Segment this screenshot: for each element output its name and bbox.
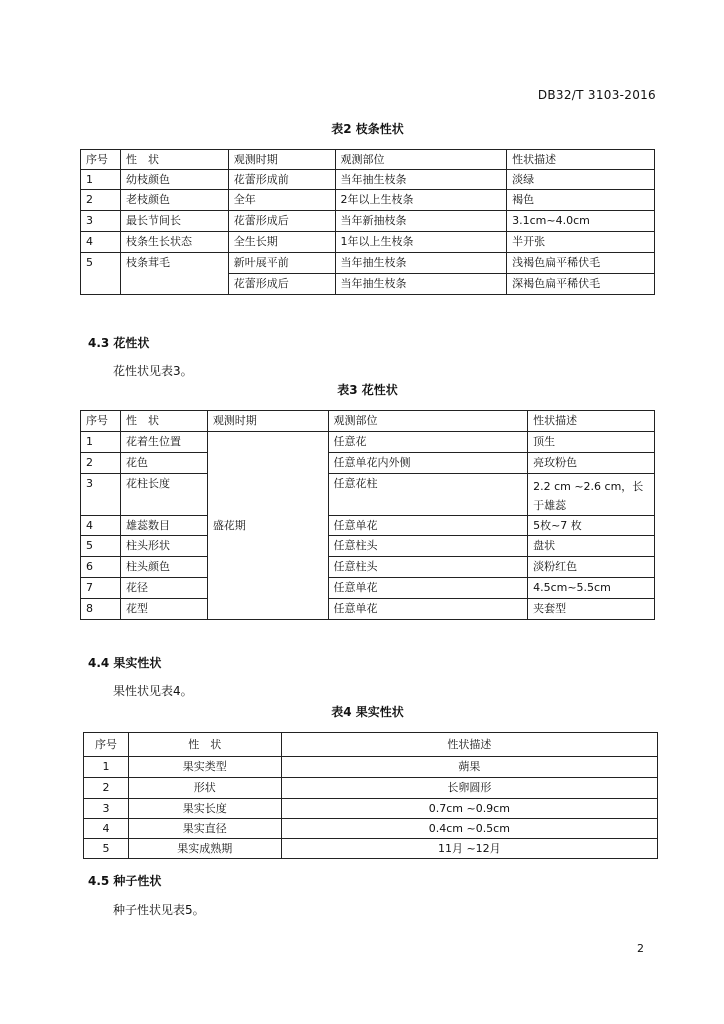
table-row <box>81 253 655 274</box>
table-header-row <box>84 733 658 757</box>
table-cell: 花色 <box>120 453 207 474</box>
header-cell: 观测部位 <box>335 150 507 170</box>
table-cell: 0.7cm ~0.9cm <box>281 799 657 819</box>
table-cell: 2 <box>81 190 121 211</box>
section-4-4-title: 4.4 果实性状 <box>88 656 162 670</box>
table-cell: 枝条生长状态 <box>120 232 228 253</box>
table-cell: 1年以上生枝条 <box>335 232 507 253</box>
table-cell: 当年抽生枝条 <box>335 274 507 295</box>
table-cell: 7 <box>81 578 121 599</box>
section-4-3-text: 花性状见表3。 <box>113 364 193 378</box>
header-cell: 性 状 <box>120 150 228 170</box>
table-row <box>84 799 658 819</box>
table-row <box>81 599 655 620</box>
table-cell: 3 <box>84 799 129 819</box>
table-cell: 任意柱头 <box>328 536 528 557</box>
table-cell: 5枚~7 枚 <box>528 516 655 536</box>
table-cell: 任意柱头 <box>328 557 528 578</box>
table-cell: 5 <box>81 536 121 557</box>
header-cell: 观测时期 <box>207 411 328 432</box>
table-row <box>81 432 655 453</box>
header-cell: 序号 <box>81 150 121 170</box>
header-cell: 观测部位 <box>328 411 528 432</box>
table-cell: 新叶展平前 <box>228 253 335 274</box>
table-cell: 任意单花 <box>328 599 528 620</box>
table-row <box>81 232 655 253</box>
table-cell: 花蕾形成后 <box>228 211 335 232</box>
table-cell: 果实长度 <box>128 799 281 819</box>
table-cell: 当年新抽枝条 <box>335 211 507 232</box>
table-cell: 任意花柱 <box>328 474 528 516</box>
table-cell: 当年抽生枝条 <box>335 170 507 190</box>
header-cell: 观测时期 <box>228 150 335 170</box>
table3 <box>80 410 655 620</box>
table-row <box>81 536 655 557</box>
table-row <box>81 516 655 536</box>
table-row <box>84 778 658 799</box>
table-cell: 雄蕊数目 <box>120 516 207 536</box>
table-cell: 柱头形状 <box>120 536 207 557</box>
table-cell: 6 <box>81 557 121 578</box>
table-cell: 0.4cm ~0.5cm <box>281 819 657 839</box>
table-cell: 花蕾形成后 <box>228 274 335 295</box>
table-cell: 亮玫粉色 <box>528 453 655 474</box>
table-cell: 5 <box>81 253 121 295</box>
table-cell: 1 <box>81 432 121 453</box>
table-cell: 老枝颜色 <box>120 190 228 211</box>
table-cell: 淡绿 <box>507 170 655 190</box>
table-cell: 淡粉红色 <box>528 557 655 578</box>
table3-caption: 表3 花性状 <box>337 383 398 397</box>
table4 <box>83 732 658 859</box>
header-cell: 性状描述 <box>528 411 655 432</box>
table-cell: 当年抽生枝条 <box>335 253 507 274</box>
table-cell: 2年以上生枝条 <box>335 190 507 211</box>
table2-caption: 表2 枝条性状 <box>331 122 404 136</box>
table-cell: 枝条茸毛 <box>120 253 228 295</box>
table-cell: 花柱长度 <box>120 474 207 516</box>
table-cell: 幼枝颜色 <box>120 170 228 190</box>
table-cell: 5 <box>84 839 129 859</box>
table-cell: 4 <box>81 232 121 253</box>
period-cell: 盛花期 <box>207 432 328 620</box>
table-cell: 1 <box>84 757 129 778</box>
table-header-row <box>81 150 655 170</box>
page-number: 2 <box>637 942 644 955</box>
table-row <box>81 170 655 190</box>
table-cell: 果实成熟期 <box>128 839 281 859</box>
table-row <box>81 211 655 232</box>
section-4-4-text: 果性状见表4。 <box>113 684 193 698</box>
table-cell: 4 <box>81 516 121 536</box>
table-row <box>81 190 655 211</box>
table-cell: 浅褐色扁平稀伏毛 <box>507 253 655 274</box>
header-cell: 性状描述 <box>281 733 657 757</box>
table-cell: 长卵圆形 <box>281 778 657 799</box>
table-cell: 果实直径 <box>128 819 281 839</box>
table-cell: 任意单花内外侧 <box>328 453 528 474</box>
table-cell: 盘状 <box>528 536 655 557</box>
table-cell: 4 <box>84 819 129 839</box>
table-cell: 3 <box>81 474 121 516</box>
table-cell: 11月 ~12月 <box>281 839 657 859</box>
table-row <box>84 757 658 778</box>
header-cell: 性状描述 <box>507 150 655 170</box>
table-cell: 2 <box>84 778 129 799</box>
table-cell: 任意单花 <box>328 578 528 599</box>
section-4-5-text: 种子性状见表5。 <box>113 903 205 917</box>
table-cell: 褐色 <box>507 190 655 211</box>
table-row <box>81 578 655 599</box>
table-cell: 花着生位置 <box>120 432 207 453</box>
table-cell: 顶生 <box>528 432 655 453</box>
table-row <box>84 839 658 859</box>
document-code: DB32/T 3103-2016 <box>537 88 656 102</box>
table-cell: 半开张 <box>507 232 655 253</box>
table-cell: 全年 <box>228 190 335 211</box>
table-cell: 花型 <box>120 599 207 620</box>
section-4-5-title: 4.5 种子性状 <box>88 874 162 888</box>
table-row <box>81 453 655 474</box>
table-cell: 最长节间长 <box>120 211 228 232</box>
section-4-3-title: 4.3 花性状 <box>88 336 150 350</box>
table-cell: 深褐色扁平稀伏毛 <box>507 274 655 295</box>
table-cell: 2 <box>81 453 121 474</box>
table-cell: 花径 <box>120 578 207 599</box>
table-cell: 任意花 <box>328 432 528 453</box>
table-cell: 3.1cm~4.0cm <box>507 211 655 232</box>
table-cell: 形状 <box>128 778 281 799</box>
table-cell: 果实类型 <box>128 757 281 778</box>
table-cell: 8 <box>81 599 121 620</box>
header-cell: 性 状 <box>120 411 207 432</box>
header-cell: 序号 <box>84 733 129 757</box>
table-row <box>81 557 655 578</box>
table-cell: 全生长期 <box>228 232 335 253</box>
table-row <box>84 819 658 839</box>
table-cell: 花蕾形成前 <box>228 170 335 190</box>
table-cell: 3 <box>81 211 121 232</box>
table4-caption: 表4 果实性状 <box>331 705 404 719</box>
table-cell: 1 <box>81 170 121 190</box>
header-cell: 序号 <box>81 411 121 432</box>
table-cell: 4.5cm~5.5cm <box>528 578 655 599</box>
table-cell: 任意单花 <box>328 516 528 536</box>
table2 <box>80 149 655 295</box>
header-cell: 性 状 <box>128 733 281 757</box>
table-cell: 2.2 cm ~2.6 cm，长于雄蕊 <box>528 474 655 516</box>
table-cell: 蒴果 <box>281 757 657 778</box>
table-row <box>81 474 655 516</box>
table-cell: 夹套型 <box>528 599 655 620</box>
table-header-row <box>81 411 655 432</box>
table-cell: 柱头颜色 <box>120 557 207 578</box>
